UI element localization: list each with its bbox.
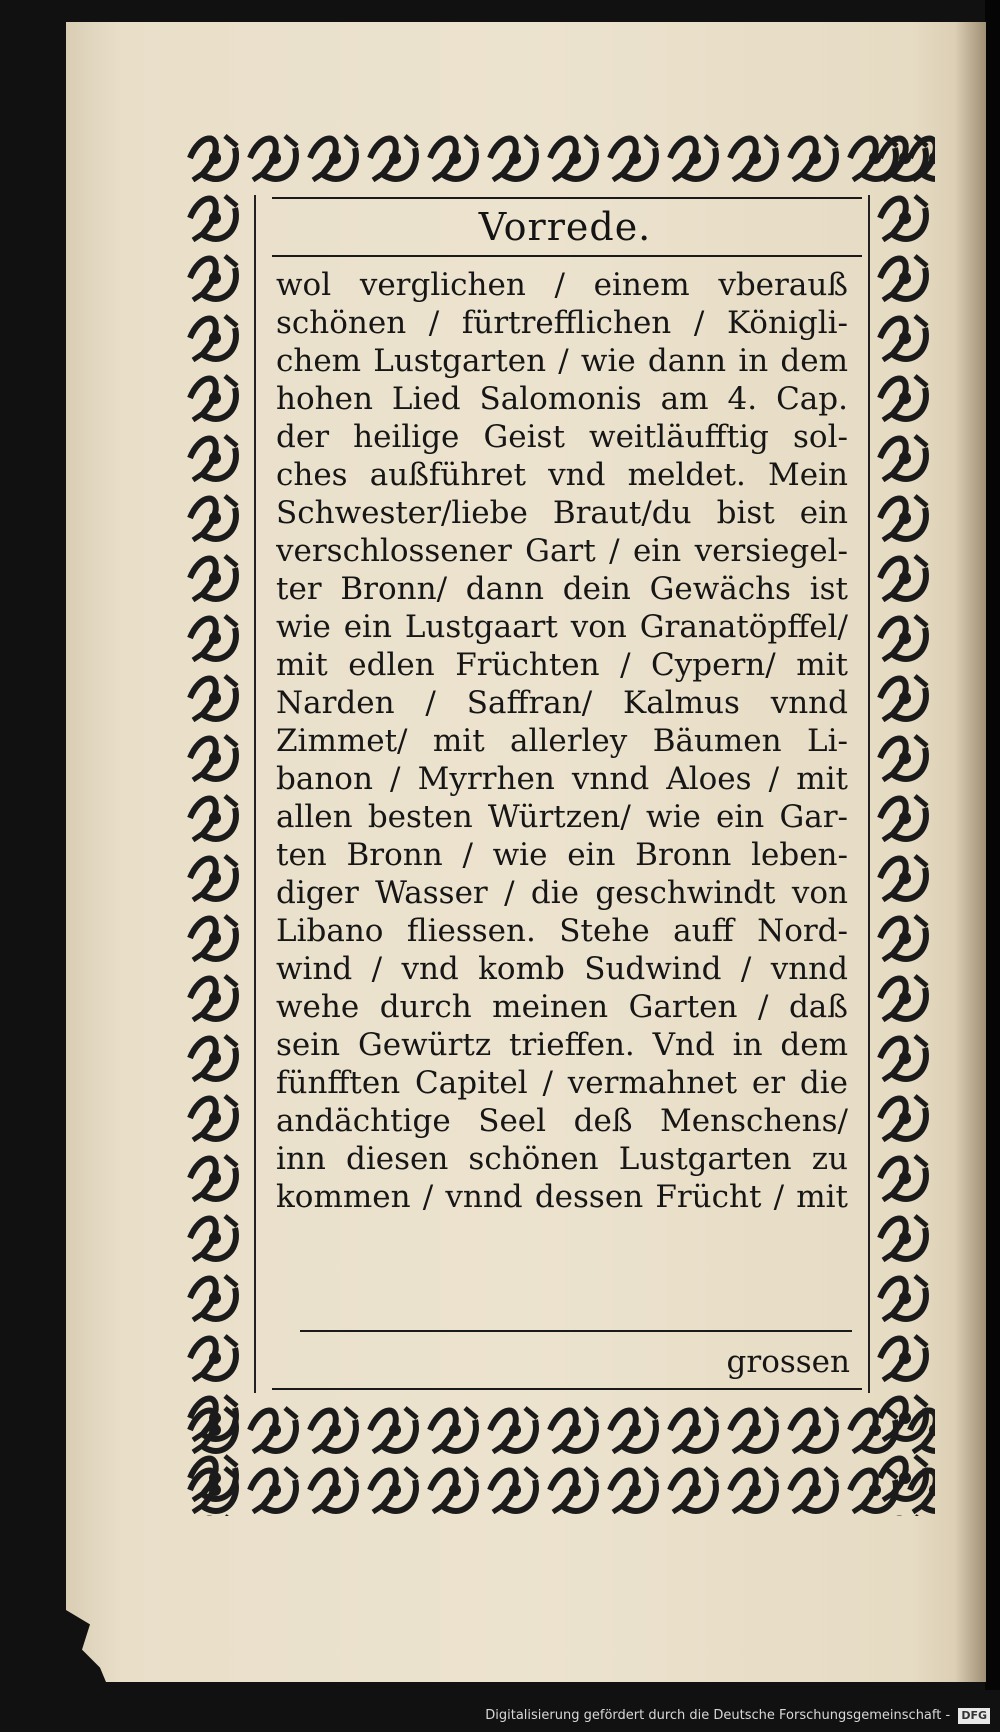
text-line: diger Wasser / die geschwindt von	[276, 875, 848, 911]
text-line: allen besten Würtzen/ wie ein Gar-	[276, 799, 848, 835]
frame-bottom-rule	[272, 1388, 862, 1390]
text-line: schönen / fürtrefflichen / Königli-	[276, 305, 848, 341]
text-line: kommen / vnnd dessen Frücht / mit	[276, 1179, 848, 1215]
text-line: ten Bronn / wie ein Bronn leben-	[276, 837, 848, 873]
dfg-logo: DFG	[958, 1708, 990, 1724]
page-gutter-shadow	[955, 22, 986, 1682]
header-bottom-rule	[272, 255, 862, 257]
text-line: inn diesen schönen Lustgarten zu	[276, 1141, 848, 1177]
text-line: mit edlen Früchten / Cypern/ mit	[276, 647, 848, 683]
ornament-border-bottom	[185, 1400, 935, 1516]
text-line: Zimmet/ mit allerley Bäumen Li-	[276, 723, 848, 759]
catchword: grossen	[726, 1344, 850, 1380]
text-line: hohen Lied Salomonis am 4. Cap.	[276, 381, 848, 417]
text-line: wehe durch meinen Garten / daß	[276, 989, 848, 1025]
ornament-border-left	[185, 128, 245, 1516]
text-line: Narden / Saffran/ Kalmus vnnd	[276, 685, 848, 721]
header-top-rule	[272, 197, 862, 199]
text-line: andächtige Seel deß Menschens/	[276, 1103, 848, 1139]
text-line: verschlossener Gart / ein versiegel-	[276, 533, 848, 569]
text-line: ter Bronn/ dann dein Gewächs ist	[276, 571, 848, 607]
text-line: wie ein Lustgaart von Granatöpffel/	[276, 609, 848, 645]
text-line: banon / Myrrhen vnnd Aloes / mit	[276, 761, 848, 797]
text-line: wind / vnd komb Sudwind / vnnd	[276, 951, 848, 987]
digitization-footer	[0, 1700, 990, 1732]
text-line: fünfften Capitel / vermahnet er die	[276, 1065, 848, 1101]
text-line: wol verglichen / einem vberauß	[276, 267, 848, 303]
footer-text: Digitalisierung gefördert durch die Deutsche Forschungsgemeinschaft -	[485, 1708, 951, 1723]
text-bottom-rule	[300, 1330, 852, 1332]
text-line: sein Gewürtz trieffen. Vnd in dem	[276, 1027, 848, 1063]
running-header: Vorrede.	[478, 205, 652, 249]
ornament-border-right	[875, 128, 935, 1516]
text-line: der heilige Geist weitläufftig sol-	[276, 419, 848, 455]
text-line: ches außführet vnd meldet. Mein	[276, 457, 848, 493]
text-line: Libano fliessen. Stehe auff Nord-	[276, 913, 848, 949]
scan-edge-strip	[985, 0, 1000, 1690]
text-line: chem Lustgarten / wie dann in dem	[276, 343, 848, 379]
text-line: Schwester/liebe Braut/du bist ein	[276, 495, 848, 531]
ornament-border-top	[185, 128, 935, 188]
body-text	[276, 266, 848, 1216]
